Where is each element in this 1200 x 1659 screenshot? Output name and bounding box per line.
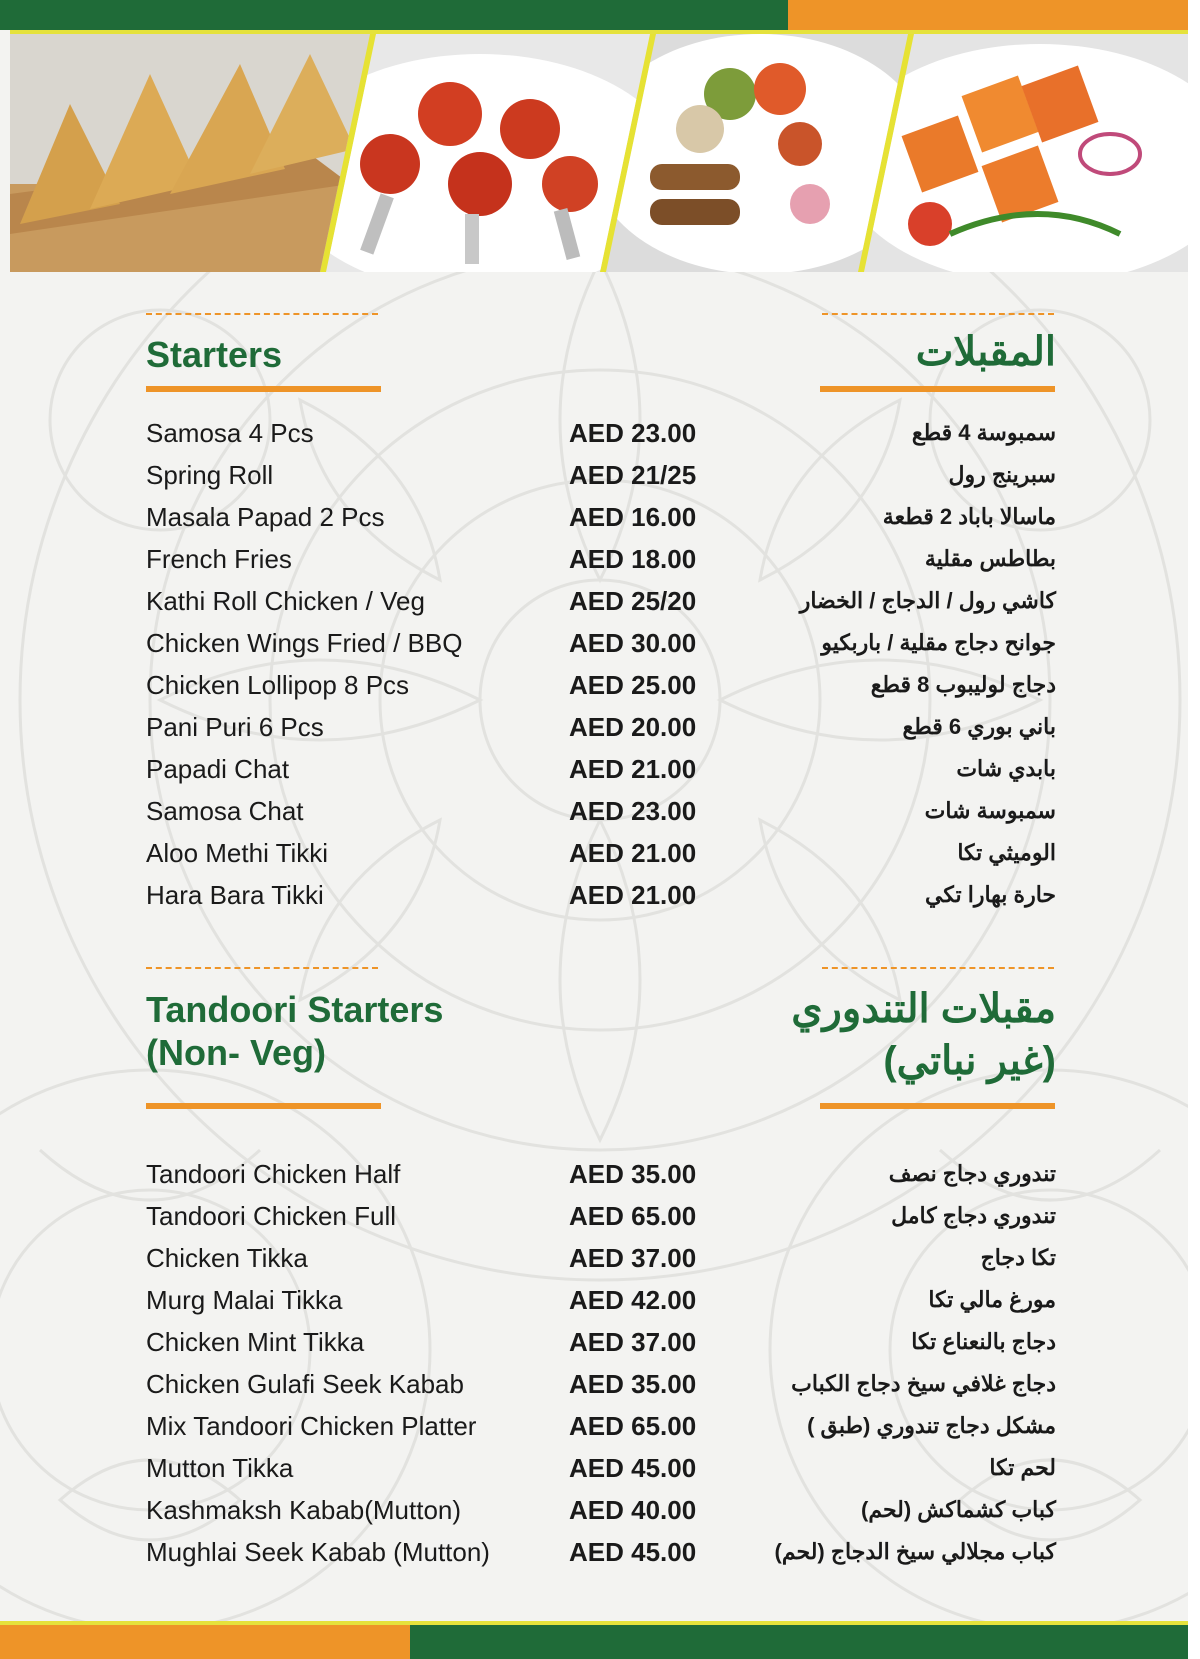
item-name-ar: دجاج لوليبوب 8 قطع — [870, 672, 1056, 697]
item-name-en: Samosa 4 Pcs — [146, 418, 314, 448]
item-name-en: Chicken Lollipop 8 Pcs — [146, 670, 410, 700]
item-name-en: Tandoori Chicken Half — [146, 1159, 401, 1189]
tandoori-en-dashed-rule — [146, 967, 378, 969]
item-price: AED 35.00 — [569, 1369, 697, 1399]
item-name-ar: حارة بهارا تكي — [925, 882, 1056, 907]
item-name-ar: سمبوسة 4 قطع — [911, 420, 1056, 445]
item-name-en: Pani Puri 6 Pcs — [146, 712, 324, 742]
item-name-en: Chicken Wings Fried / BBQ — [146, 628, 463, 658]
tandoori-title-ar-line2: (غير نباتي) — [883, 1039, 1056, 1083]
list-item — [0, 1195, 1200, 1237]
item-name-ar: مورغ مالي تكا — [928, 1287, 1056, 1312]
item-price: AED 30.00 — [569, 628, 697, 658]
starters-title-en: Starters — [146, 334, 283, 375]
item-name-ar: الوميثي تكا — [957, 840, 1056, 865]
item-price: AED 40.00 — [569, 1495, 697, 1525]
item-price: AED 37.00 — [569, 1327, 697, 1357]
list-item — [0, 832, 1200, 874]
item-name-en: Chicken Mint Tikka — [146, 1327, 365, 1357]
item-name-en: Mughlai Seek Kabab (Mutton) — [146, 1537, 490, 1567]
list-item — [0, 706, 1200, 748]
item-name-ar: ماسالا باباد 2 قطعة — [882, 504, 1056, 529]
starters-ar-solid-rule — [820, 386, 1055, 392]
bottom-orange-band — [0, 1625, 410, 1659]
tandoori-ar-solid-rule — [820, 1103, 1055, 1109]
item-price: AED 21.00 — [569, 880, 697, 910]
item-name-en: Chicken Gulafi Seek Kabab — [146, 1369, 464, 1399]
list-item — [0, 1405, 1200, 1447]
tandoori-ar-dashed-rule — [822, 967, 1054, 969]
list-item — [0, 496, 1200, 538]
food-photo-strip — [10, 34, 1188, 272]
item-price: AED 18.00 — [569, 544, 697, 574]
starters-ar-dashed-rule — [822, 313, 1054, 315]
item-price: AED 23.00 — [569, 418, 697, 448]
item-name-ar: تندوري دجاج كامل — [891, 1203, 1056, 1228]
tandoori-items-list — [0, 1153, 1200, 1573]
item-name-en: Kashmaksh Kabab(Mutton) — [146, 1495, 462, 1525]
item-price: AED 21/25 — [569, 460, 697, 490]
item-name-ar: بابدي شات — [956, 756, 1056, 781]
item-name-ar: كباب كشماكش (لحم) — [861, 1497, 1056, 1522]
item-name-ar: مشكل دجاج تندوري (طبق ) — [807, 1413, 1056, 1438]
list-item — [0, 412, 1200, 454]
item-price: AED 65.00 — [569, 1201, 697, 1231]
list-item — [0, 538, 1200, 580]
page-right-margin — [1188, 0, 1200, 1659]
item-name-en: Tandoori Chicken Full — [146, 1201, 397, 1231]
item-name-en: Samosa Chat — [146, 796, 304, 826]
item-name-ar: دجاج بالنعناع تكا — [911, 1329, 1056, 1354]
starters-items-list — [0, 412, 1200, 916]
list-item — [0, 622, 1200, 664]
tandoori-en-solid-rule — [146, 1103, 381, 1109]
item-name-ar: تندوري دجاج نصف — [888, 1161, 1056, 1186]
item-price: AED 37.00 — [569, 1243, 697, 1273]
bottom-green-band — [410, 1625, 1188, 1659]
item-name-ar: كباب مجلالي سيخ الدجاج (لحم) — [774, 1539, 1056, 1564]
item-name-ar: دجاج غلافي سيخ دجاج الكباب — [791, 1371, 1056, 1396]
item-name-en: Masala Papad 2 Pcs — [146, 502, 385, 532]
item-name-ar: تكا دجاج — [980, 1245, 1056, 1270]
item-price: AED 16.00 — [569, 502, 697, 532]
starters-en-dashed-rule — [146, 313, 378, 315]
item-name-en: Papadi Chat — [146, 754, 290, 784]
item-price: AED 21.00 — [569, 754, 697, 784]
list-item — [0, 454, 1200, 496]
list-item — [0, 1321, 1200, 1363]
item-name-en: Aloo Methi Tikki — [146, 838, 329, 868]
item-name-ar: كاشي رول / الدجاج / الخضار — [799, 588, 1056, 613]
item-price: AED 25/20 — [569, 586, 697, 616]
list-item — [0, 580, 1200, 622]
item-name-en: French Fries — [146, 544, 292, 574]
item-price: AED 65.00 — [569, 1411, 697, 1441]
item-price: AED 42.00 — [569, 1285, 697, 1315]
item-name-ar: سبرينج رول — [948, 462, 1056, 487]
item-name-en: Mix Tandoori Chicken Platter — [146, 1411, 477, 1441]
list-item — [0, 1531, 1200, 1573]
list-item — [0, 1153, 1200, 1195]
item-name-en: Hara Bara Tikki — [146, 880, 324, 910]
starters-en-solid-rule — [146, 386, 381, 392]
list-item — [0, 1237, 1200, 1279]
list-item — [0, 1363, 1200, 1405]
top-green-band — [0, 0, 788, 30]
item-name-en: Chicken Tikka — [146, 1243, 308, 1273]
top-orange-band — [788, 0, 1188, 30]
list-item — [0, 1447, 1200, 1489]
list-item — [0, 1489, 1200, 1531]
list-item — [0, 748, 1200, 790]
item-name-en: Spring Roll — [146, 460, 274, 490]
item-price: AED 35.00 — [569, 1159, 697, 1189]
starters-title-ar: المقبلات — [915, 330, 1056, 374]
item-name-en: Mutton Tikka — [146, 1453, 294, 1483]
item-price: AED 20.00 — [569, 712, 697, 742]
item-name-ar: سمبوسة شات — [924, 798, 1056, 823]
tandoori-title-en-line2: (Non- Veg) — [146, 1032, 326, 1073]
list-item — [0, 874, 1200, 916]
item-price: AED 25.00 — [569, 670, 697, 700]
item-name-en: Kathi Roll Chicken / Veg — [146, 586, 425, 616]
list-item — [0, 790, 1200, 832]
item-price: AED 21.00 — [569, 838, 697, 868]
item-name-ar: بطاطس مقلية — [924, 546, 1056, 571]
list-item — [0, 1279, 1200, 1321]
item-price: AED 45.00 — [569, 1453, 697, 1483]
list-item — [0, 664, 1200, 706]
tandoori-title-ar-line1: مقبلات التندوري — [791, 987, 1056, 1031]
item-name-ar: جوانح دجاج مقلية / باربكيو — [821, 630, 1056, 655]
item-name-ar: لحم تكا — [989, 1455, 1056, 1480]
item-name-en: Murg Malai Tikka — [146, 1285, 343, 1315]
item-price: AED 23.00 — [569, 796, 697, 826]
tandoori-title-en-line1: Tandoori Starters — [146, 989, 444, 1030]
item-price: AED 45.00 — [569, 1537, 697, 1567]
item-name-ar: باني بوري 6 قطع — [902, 714, 1056, 739]
